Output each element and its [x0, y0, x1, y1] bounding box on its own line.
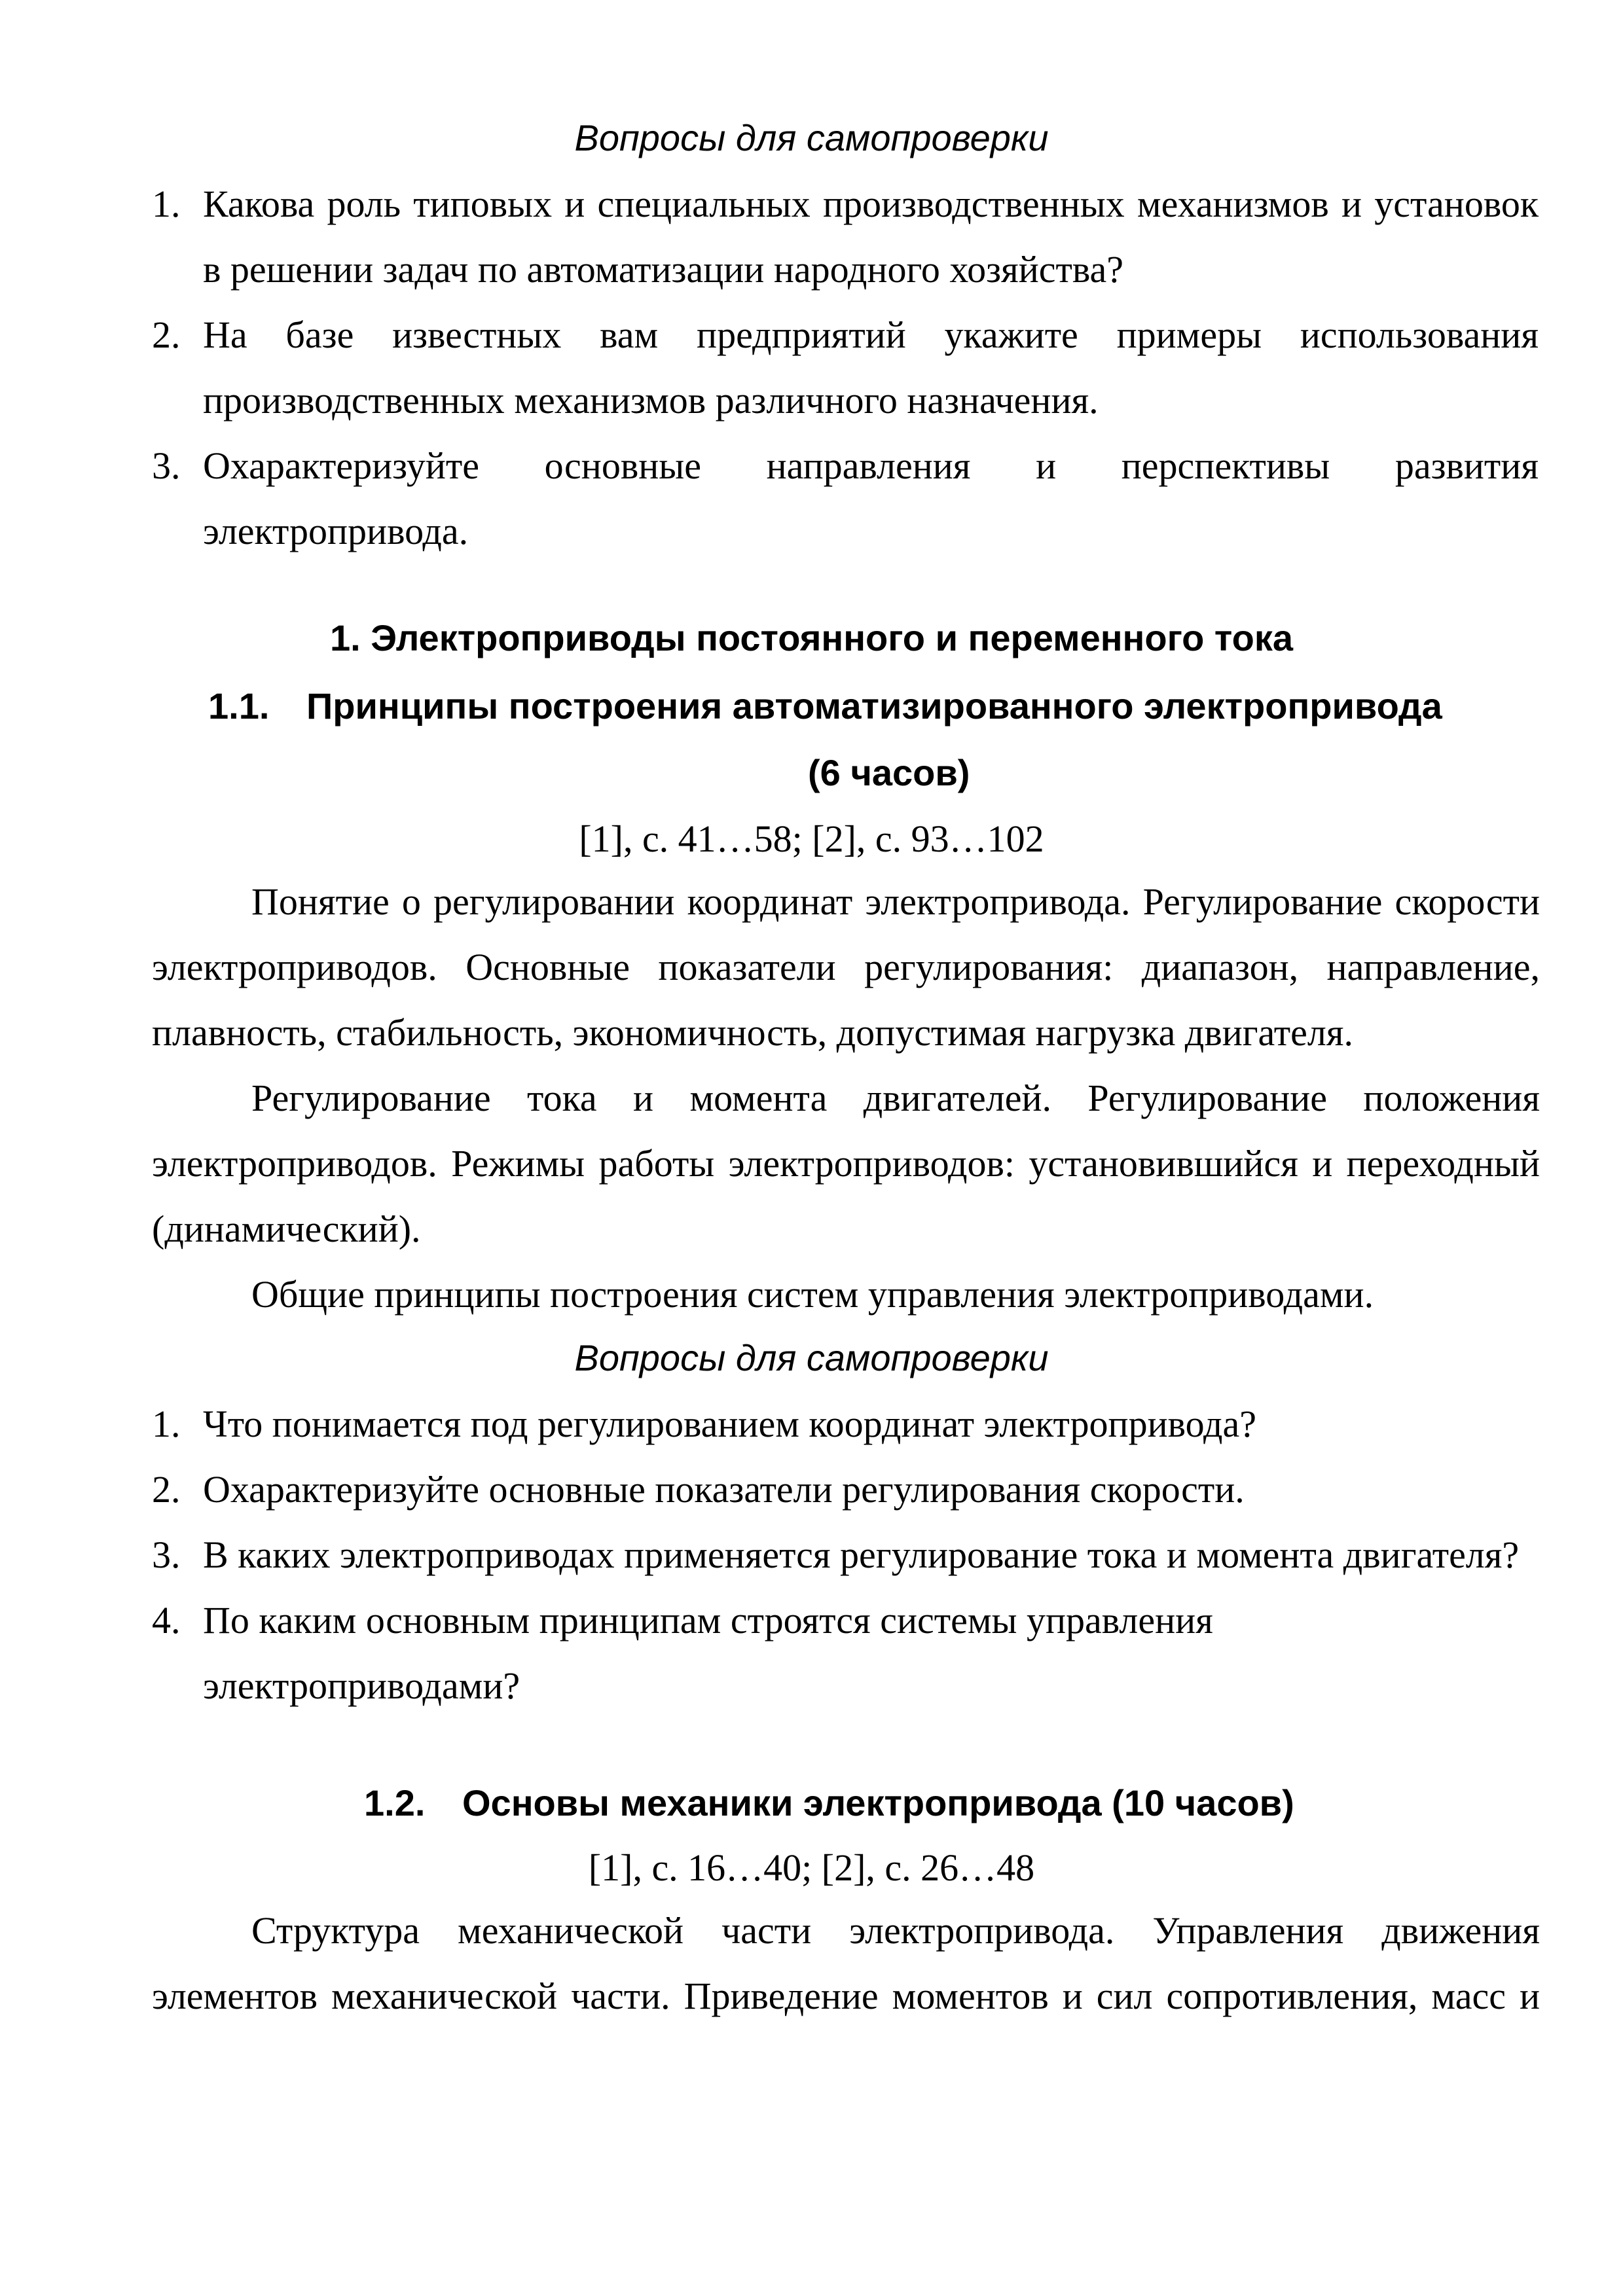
list-number: 3. [152, 1534, 181, 1576]
list-text-line: электропривода. [203, 510, 469, 552]
list-text-line: производственных механизмов различного назначения. [203, 379, 1099, 422]
list-text-line: в решении задач по автоматизации народного хозяйства? [203, 248, 1123, 291]
list-text-line: По каким основным принципам строятся системы управления [203, 1599, 1213, 1641]
subsection-title: Принципы построения автоматизированного электропривода [306, 685, 1442, 726]
paragraph [152, 1898, 1540, 2029]
reference-line: [1], с. 16…40; [2], с. 26…48 [588, 1846, 1035, 1889]
paragraph-line: Структура механической части электропривода. Управления движения [251, 1909, 1540, 1952]
paragraph-line: Регулирование тока и момента двигателей. Регулирование положения [251, 1077, 1540, 1119]
list-text-line: электроприводами? [203, 1664, 520, 1707]
list-text-line: Охарактеризуйте основные показатели регулирования скорости. [203, 1468, 1245, 1511]
subsection-number: 1.1. [208, 685, 270, 726]
paragraph [152, 869, 1540, 1066]
list-text-line: Охарактеризуйте основные направления и перспективы развития [203, 444, 1539, 487]
paragraph [152, 1066, 1540, 1262]
paragraph-line: (динамический). [152, 1208, 421, 1250]
list-text-line: В каких электроприводах применяется регулирование тока и момента двигателя? [203, 1534, 1520, 1576]
paragraph-line: элементов механической части. Приведение моментов и сил сопротивления, масс и [152, 1975, 1540, 2017]
paragraph-line: электроприводов. Режимы работы электроприводов: установившийся и переходный [152, 1142, 1540, 1185]
list-text-line: Что понимается под регулированием координат электропривода? [203, 1403, 1256, 1445]
list-number: 1. [152, 1403, 181, 1445]
paragraph-line: Понятие о регулировании координат электропривода. Регулирование скорости [251, 880, 1540, 923]
subsection-hours: (6 часов) [808, 752, 970, 793]
reference-line: [1], с. 41…58; [2], с. 93…102 [579, 817, 1044, 860]
list-number: 1. [152, 183, 181, 225]
list-number: 4. [152, 1599, 181, 1641]
paragraph-line: Общие принципы построения систем управления электроприводами. [251, 1273, 1374, 1316]
list-text-line: На базе известных вам предприятий укажите примеры использования [203, 314, 1539, 356]
subsection-title: Основы механики электропривода (10 часов) [462, 1782, 1294, 1823]
self-check-title: Вопросы для самопроверки [574, 1337, 1049, 1378]
list-number: 2. [152, 1468, 181, 1511]
subsection-number: 1.2. [364, 1782, 426, 1823]
paragraph-line: электроприводов. Основные показатели регулирования: диапазон, направление, [152, 946, 1540, 988]
list-text-line: Какова роль типовых и специальных производственных механизмов и установок [203, 183, 1539, 225]
section-heading: 1. Электроприводы постоянного и переменного тока [330, 617, 1293, 658]
list-number: 2. [152, 314, 181, 356]
paragraph [152, 1262, 1540, 1327]
self-check-title: Вопросы для самопроверки [574, 117, 1049, 158]
paragraph-line: плавность, стабильность, экономичность, допустимая нагрузка двигателя. [152, 1011, 1353, 1054]
list-number: 3. [152, 444, 181, 487]
